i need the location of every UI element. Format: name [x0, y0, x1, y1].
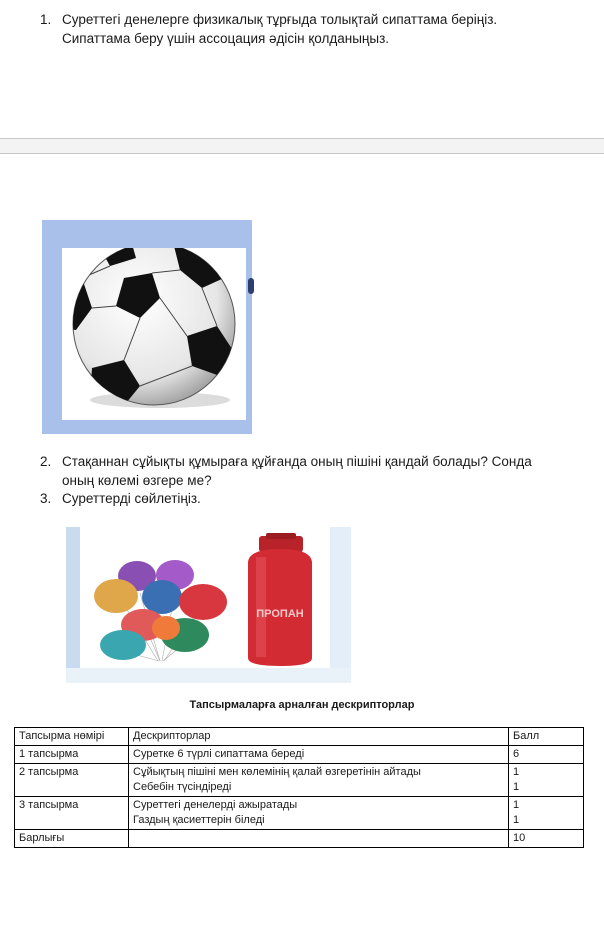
question-2-line-1: Стақаннан сұйықты құмыраға құйғанда оның пішіні қандай болады? Сонда — [62, 454, 532, 469]
row-1-points — [509, 746, 584, 764]
row-3-points-2: 1 — [513, 814, 520, 826]
table-row — [15, 764, 584, 797]
row-2-points-2: 1 — [513, 781, 520, 793]
page-gap-band — [0, 139, 604, 153]
descriptors-title: Тапсырмаларға арналған дескрипторлар — [189, 699, 415, 711]
descriptors-table — [14, 727, 584, 848]
question-3-line-1: Суреттерді сөйлетіңіз. — [62, 491, 201, 506]
row-3-points-1: 1 — [513, 799, 520, 811]
row-1-points-1: 6 — [513, 748, 520, 760]
question-1-line-2: Сипаттама беру үшін ассоцация әдісін қолданыңыз. — [62, 31, 390, 46]
image-frame-bottom-edge — [66, 668, 351, 683]
image-edge-fragment — [248, 278, 254, 294]
question-2-number: 2. — [40, 454, 52, 469]
table-total-row — [15, 830, 584, 848]
soccer-ball-image — [62, 248, 246, 420]
row-1-descriptor-1: Суретке 6 түрлі сипаттама береді — [133, 748, 305, 760]
header-points: Балл — [509, 728, 584, 746]
image-frame-left-edge — [66, 527, 80, 683]
row-3-descriptor-2: Газдың қасиеттерін біледі — [133, 814, 265, 826]
question-2 — [40, 452, 590, 492]
row-2-descriptor — [129, 764, 509, 797]
balloon-orange — [94, 579, 138, 613]
balloon-teal — [100, 630, 146, 660]
table-row — [15, 797, 584, 830]
balloon-blue — [142, 580, 182, 614]
balloon-red — [179, 584, 227, 620]
balloons-cylinder-image — [80, 533, 330, 668]
row-3-task: 3 тапсырма — [15, 797, 129, 830]
row-2-task: 2 тапсырма — [15, 764, 129, 797]
total-points: 10 — [509, 830, 584, 848]
row-2-descriptor-1: Сұйықтың пішіні мен көлемінің қалай өзгеретінін айтады — [133, 766, 421, 778]
question-1 — [40, 10, 580, 50]
cylinder-valve — [266, 533, 296, 539]
row-1-descriptor — [129, 746, 509, 764]
row-3-descriptor-1: Суреттегі денелерді ажыратады — [133, 799, 298, 811]
table-row — [15, 746, 584, 764]
cylinder-label: ПРОПАН — [256, 608, 304, 620]
page-divider-bottom — [0, 153, 604, 154]
header-descriptors: Дескрипторлар — [129, 728, 509, 746]
question-1-number: 1. — [40, 12, 52, 27]
row-2-points-1: 1 — [513, 766, 520, 778]
table-header-row — [15, 728, 584, 746]
total-label: Барлығы — [15, 830, 129, 848]
row-3-points — [509, 797, 584, 830]
image-frame-right-edge — [330, 527, 351, 683]
question-2-line-2: оның көлемі өзгере ме? — [62, 473, 212, 488]
balloon-small-orange — [152, 616, 180, 640]
row-1-task: 1 тапсырма — [15, 746, 129, 764]
row-2-descriptor-2: Себебін түсіндіреді — [133, 781, 232, 793]
header-task: Тапсырма нөмірі — [15, 728, 129, 746]
row-2-points — [509, 764, 584, 797]
question-3 — [40, 489, 590, 509]
question-1-line-1: Суреттегі денелерге физикалық тұрғыда толықтай сипаттама беріңіз. — [62, 12, 498, 27]
cylinder-highlight — [256, 557, 266, 657]
total-descriptor — [129, 830, 509, 848]
gas-cylinder — [248, 533, 312, 666]
row-3-descriptor — [129, 797, 509, 830]
question-3-number: 3. — [40, 491, 52, 506]
